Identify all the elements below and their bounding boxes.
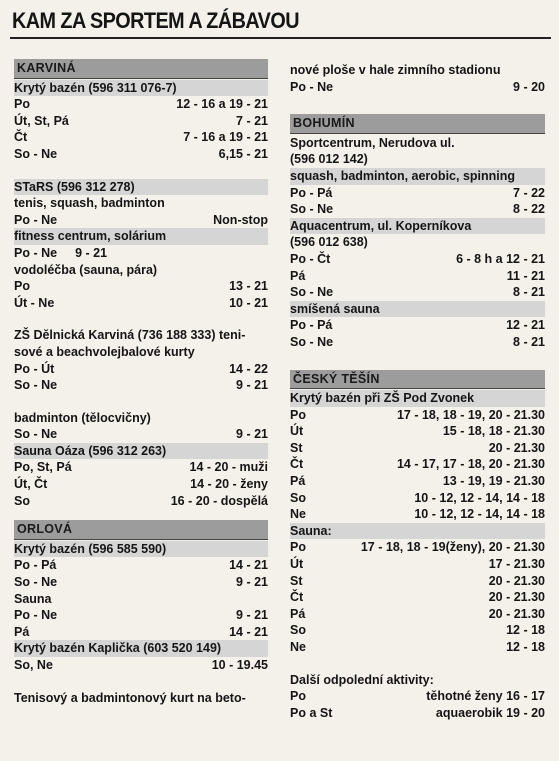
hours-value: 20 - 21.30 [488, 440, 545, 455]
venue-name: ZŠ Dělnická Karviná (736 188 333) teni- [14, 328, 246, 343]
day-label: Čt [290, 590, 304, 605]
venue-name: Sauna [14, 591, 52, 606]
venue-name: STaRS (596 312 278) [14, 179, 268, 196]
day-label: So - Ne [290, 202, 334, 217]
venue-name: Krytý bazén (596 311 076-7) [14, 80, 268, 97]
day-label: Po - Ne [14, 608, 58, 623]
venue-name: Tenisový a badmintonový kurt na beto- [14, 690, 246, 705]
hours-value: 12 - 21 [506, 318, 545, 333]
day-label: Po [14, 279, 30, 294]
schedule-row [14, 607, 268, 624]
hours-value: 15 - 18, 18 - 21.30 [442, 424, 545, 439]
hours-value: 9 - 20 [513, 79, 545, 94]
section-heading-bohumin: BOHUMÍN [290, 114, 545, 134]
hours-value: 16 - 20 - dospělá [170, 493, 268, 508]
hours-value: 9 - 21 [236, 427, 268, 442]
hours-value: 6,15 - 21 [218, 146, 268, 161]
spacer [14, 163, 268, 179]
hours-value: aquaerobik 19 - 20 [435, 705, 545, 720]
day-label: Po - Pá [14, 558, 57, 573]
spacer [14, 394, 268, 410]
day-label: Pá [290, 474, 306, 489]
schedule-row [14, 245, 268, 262]
day-label: So - Ne [14, 575, 58, 590]
schedule-row [290, 622, 545, 639]
hours-value: 10 - 21 [229, 295, 268, 310]
venue-name: Krytý bazén (596 585 590) [14, 541, 268, 558]
venue-name: Krytý bazén Kaplička (603 520 149) [14, 640, 268, 657]
title-rule [10, 37, 551, 39]
hours-value: 14 - 20 - muži [189, 460, 268, 475]
day-label: Po - Ne [14, 245, 58, 260]
schedule-row [14, 493, 268, 510]
hours-value: 10 - 12, 12 - 14, 14 - 18 [414, 490, 545, 505]
day-label: Pá [14, 624, 30, 639]
day-label: Po [290, 540, 306, 555]
schedule-row [290, 705, 545, 722]
day-label: Po [290, 689, 306, 704]
venue-name: Sportcentrum, Nerudova ul. [290, 135, 455, 150]
left-column [14, 56, 268, 706]
hours-value: 12 - 18 [506, 623, 545, 638]
day-label: Čt [14, 130, 28, 145]
day-label: So [290, 623, 306, 638]
schedule-row [14, 377, 268, 394]
schedule-row [290, 423, 545, 440]
schedule-row [290, 79, 545, 96]
hours-value: 12 - 16 a 19 - 21 [176, 97, 268, 112]
hours-value: 8 - 21 [513, 334, 545, 349]
spacer [14, 674, 268, 690]
schedule-row [14, 295, 268, 312]
hours-value: Non-stop [213, 212, 268, 227]
day-label: So - Ne [14, 378, 58, 393]
section-heading-cesky-tesin: ČESKÝ TĚŠÍN [290, 370, 545, 390]
spacer [290, 351, 545, 367]
hours-value: 17 - 18, 18 - 19(ženy), 20 - 21.30 [360, 540, 545, 555]
day-label: Po a St [290, 705, 333, 720]
schedule-row [290, 639, 545, 656]
activity-label: squash, badminton, aerobic, spinning [290, 168, 545, 185]
schedule-row [14, 476, 268, 493]
day-label: Po, St, Pá [14, 460, 72, 475]
schedule-row [290, 589, 545, 606]
schedule-row [14, 278, 268, 295]
hours-value: 11 - 21 [506, 268, 545, 283]
schedule-row [290, 539, 545, 556]
hours-value: 6 - 8 h a 12 - 21 [456, 251, 545, 266]
venue-name: Sauna: [290, 523, 545, 540]
schedule-row [290, 407, 545, 424]
schedule-row [290, 490, 545, 507]
hours-value: 7 - 22 [513, 185, 545, 200]
hours-value: těhotné ženy 16 - 17 [426, 689, 545, 704]
venue-name: Krytý bazén při ZŠ Pod Zvonek [290, 390, 545, 407]
schedule-row [14, 657, 268, 674]
hours-value: 9 - 21 [75, 245, 108, 260]
schedule-row [290, 317, 545, 334]
spacer [290, 95, 545, 111]
section-heading-orlova: ORLOVÁ [14, 520, 268, 540]
hours-value: 9 - 21 [236, 608, 268, 623]
hours-value: 14 - 21 [229, 624, 268, 639]
activity-label: tenis, squash, badminton [14, 196, 165, 211]
day-label: Po - Út [14, 361, 55, 376]
schedule-row [14, 557, 268, 574]
day-label: So - Ne [14, 427, 58, 442]
day-label: So [290, 490, 306, 505]
hours-value: 14 - 17, 17 - 18, 20 - 21.30 [396, 457, 545, 472]
schedule-row [290, 688, 545, 705]
day-label: Ne [290, 640, 306, 654]
day-label: Po - Čt [290, 251, 331, 266]
hours-value: 14 - 22 [229, 361, 268, 376]
schedule-row [14, 129, 268, 146]
day-label: Po [14, 97, 30, 112]
schedule-row [290, 251, 545, 268]
venue-phone: (596 012 638) [290, 235, 368, 250]
day-label: St [290, 440, 303, 455]
day-label: Út [290, 424, 304, 439]
day-label: Po [290, 407, 306, 422]
day-label: So [14, 493, 30, 508]
hours-value: 20 - 21.30 [488, 606, 545, 621]
hours-value: 14 - 21 [229, 558, 268, 573]
day-label: So, Ne [14, 658, 53, 672]
schedule-row [290, 284, 545, 301]
spacer [14, 311, 268, 327]
hours-value: 9 - 21 [236, 575, 268, 590]
schedule-row [290, 473, 545, 490]
venue-name: Aquacentrum, ul. Koperníkova [290, 218, 545, 235]
venue-name: Další odpolední aktivity: [290, 672, 434, 687]
hours-value: 17 - 21.30 [488, 557, 545, 572]
hours-value: 8 - 22 [513, 202, 545, 217]
day-label: Po - Pá [290, 185, 333, 200]
section-heading-karvina: KARVINÁ [14, 59, 268, 79]
schedule-row [290, 506, 545, 523]
venue-phone: (596 012 142) [290, 152, 368, 167]
hours-value: 7 - 16 a 19 - 21 [183, 130, 268, 145]
schedule-row [14, 361, 268, 378]
day-label: Út, St, Pá [14, 113, 69, 128]
right-column [290, 62, 545, 721]
schedule-row [14, 146, 268, 163]
spacer [290, 656, 545, 672]
page-title: KAM ZA SPORTEM A ZÁBAVOU [12, 8, 299, 33]
hours-value: 20 - 21.30 [488, 590, 545, 605]
day-label: Út - Ne [14, 295, 55, 310]
schedule-row [14, 113, 268, 130]
day-label: Čt [290, 457, 304, 472]
hours-value: 10 - 12, 12 - 14, 14 - 18 [414, 507, 545, 522]
schedule-row [290, 573, 545, 590]
activity-label: smíšená sauna [290, 301, 545, 318]
day-label: Pá [290, 268, 306, 283]
schedule-row [290, 606, 545, 623]
schedule-row [14, 574, 268, 591]
day-label: Út [290, 557, 304, 572]
schedule-row [290, 556, 545, 573]
day-label: Pá [290, 606, 306, 621]
hours-value: 10 - 19.45 [211, 658, 268, 672]
day-label: Po - Pá [290, 318, 333, 333]
spacer [14, 509, 268, 517]
hours-value: 13 - 19, 19 - 21.30 [442, 474, 545, 489]
venue-name: badminton (tělocvičny) [14, 410, 151, 425]
day-label: So - Ne [14, 146, 58, 161]
schedule-row [290, 185, 545, 202]
day-label: Po - Ne [14, 212, 58, 227]
hours-value: 20 - 21.30 [488, 573, 545, 588]
schedule-row [290, 268, 545, 285]
activity-label: vodoléčba (sauna, pára) [14, 262, 158, 277]
hours-value: 17 - 18, 18 - 19, 20 - 21.30 [396, 407, 545, 422]
day-label: Po - Ne [290, 79, 334, 94]
hours-value: 8 - 21 [513, 285, 545, 300]
venue-name: Sauna Oáza (596 312 263) [14, 443, 268, 460]
day-label: So - Ne [290, 285, 334, 300]
schedule-row [290, 456, 545, 473]
hours-value: 14 - 20 - ženy [190, 477, 268, 492]
schedule-row [290, 440, 545, 457]
activity-label: fitness centrum, solárium [14, 228, 268, 245]
day-label: So - Ne [290, 334, 334, 349]
schedule-row [290, 334, 545, 351]
schedule-row [14, 624, 268, 641]
schedule-row [290, 201, 545, 218]
schedule-row [14, 426, 268, 443]
hours-value: 13 - 21 [229, 279, 268, 294]
hours-value: 7 - 21 [236, 113, 268, 128]
schedule-row [14, 96, 268, 113]
day-label: St [290, 573, 303, 588]
hours-value: 12 - 18 [506, 640, 545, 654]
venue-name-continued: sové a beachvolejbalové kurty [14, 344, 195, 359]
venue-name-continued: nové ploše v hale zimního stadionu [290, 63, 501, 77]
schedule-row [14, 212, 268, 229]
day-label: Út, Čt [14, 477, 48, 492]
hours-value: 9 - 21 [236, 378, 268, 393]
day-label: Ne [290, 507, 306, 522]
schedule-row [14, 459, 268, 476]
